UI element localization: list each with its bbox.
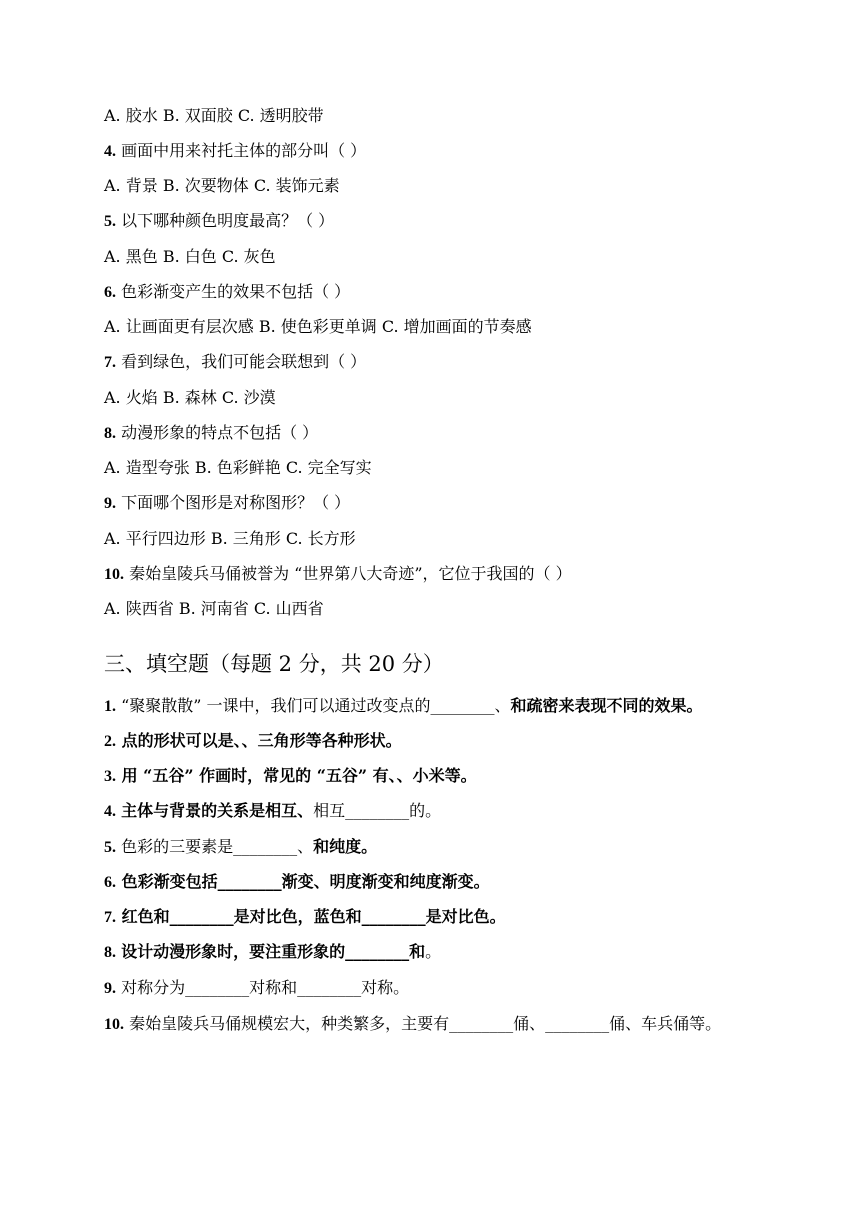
fill-q10: 10. 秦始皇陵兵马俑规模宏大，种类繁多，主要有________俑、________俑、车兵俑等。 [104,1014,722,1033]
q10-options: A. 陕西省 B. 河南省 C. 山西省 [104,599,324,618]
q5-options: A. 黑色 B. 白色 C. 灰色 [104,247,276,266]
q8-options: A. 造型夸张 B. 色彩鲜艳 C. 完全写实 [104,458,372,477]
q7-question: 7. 看到绿色，我们可能会联想到（ ） [104,352,367,371]
q10-question: 10. 秦始皇陵兵马俑被誉为 “世界第八大奇迹”，它位于我国的（ ） [104,564,572,583]
q8-question: 8. 动漫形象的特点不包括（ ） [104,423,319,442]
q6-options: A. 让画面更有层次感 B. 使色彩更单调 C. 增加画面的节奏感 [104,317,532,336]
fill-q6: 6. 色彩渐变包括________渐变、明度渐变和纯度渐变。 [104,872,490,891]
fill-q3: 3. 用 “五谷” 作画时，常见的 “五谷” 有、、小米等。 [104,766,477,785]
fill-q9: 9. 对称分为________对称和________对称。 [104,978,410,997]
q6-question: 6. 色彩渐变产生的效果不包括（ ） [104,282,351,301]
fill-q8: 8. 设计动漫形象时，要注重形象的________和。 [104,942,442,961]
q7-options: A. 火焰 B. 森林 C. 沙漠 [104,388,276,407]
q4-question: 4. 画面中用来衬托主体的部分叫（ ） [104,141,367,160]
q3-options: A. 胶水 B. 双面胶 C. 透明胶带 [104,106,324,125]
q9-question: 9. 下面哪个图形是对称图形？（ ） [104,493,351,512]
q4-options: A. 背景 B. 次要物体 C. 装饰元素 [104,176,340,195]
fill-q2: 2. 点的形状可以是、、三角形等各种形状。 [104,731,402,750]
q9-options: A. 平行四边形 B. 三角形 C. 长方形 [104,529,356,548]
fill-q1: 1. “聚聚散散” 一课中，我们可以通过改变点的________、和疏密来表现不同的效果。 [104,696,703,715]
fill-q7: 7. 红色和________是对比色，蓝色和________是对比色。 [104,907,506,926]
fill-q4: 4. 主体与背景的关系是相互、相互________的。 [104,801,442,820]
section-title-fill-blank: 三、填空题（每题 2 分，共 20 分） [104,652,444,676]
fill-q5: 5. 色彩的三要素是________、和纯度。 [104,837,378,856]
q5-question: 5. 以下哪种颜色明度最高？（ ） [104,211,335,230]
